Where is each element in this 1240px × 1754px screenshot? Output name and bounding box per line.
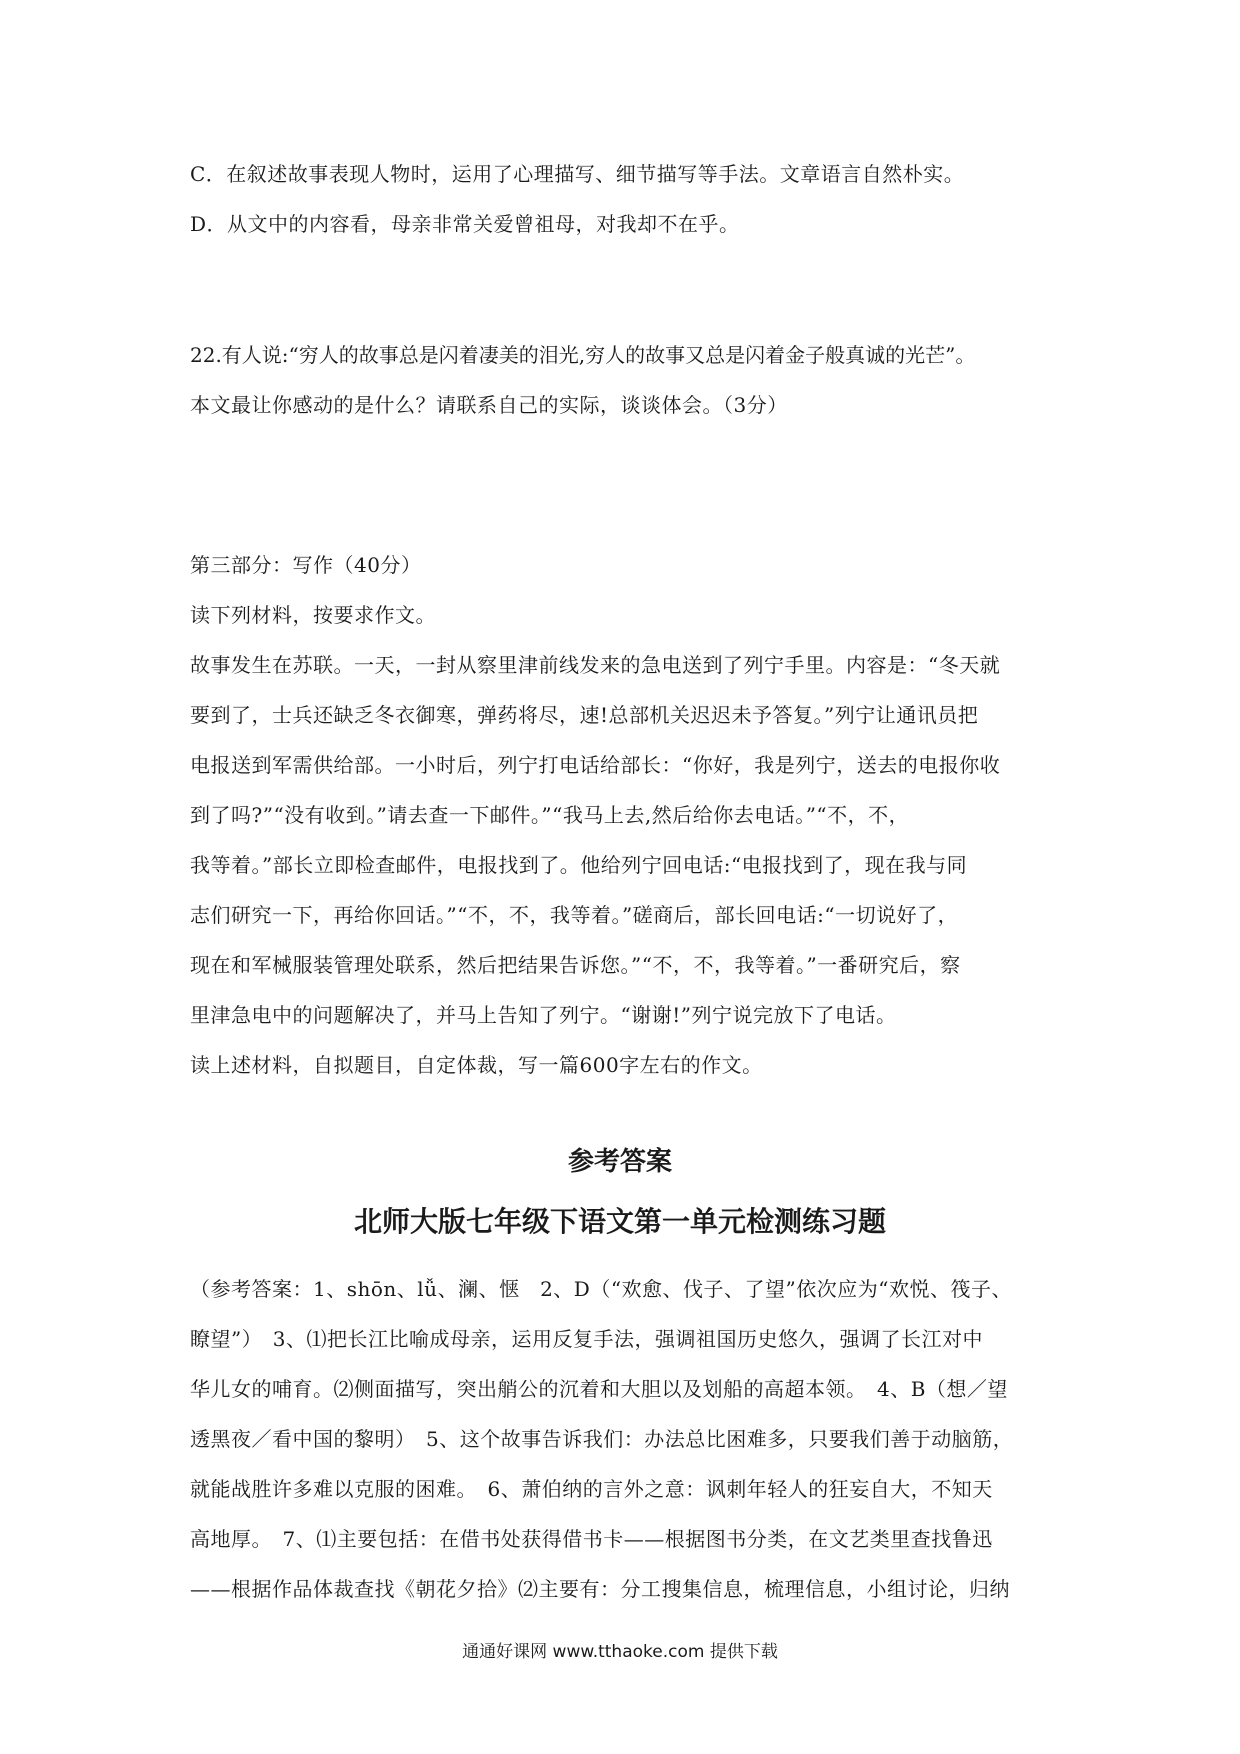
- answer-line: ——根据作品体裁查找《朝花夕拾》⑵主要有：分工搜集信息，梳理信息，小组讨论，归纳: [190, 1577, 1010, 1601]
- answer-line: 透黑夜／看中国的黎明） 5、这个故事告诉我们：办法总比困难多，只要我们善于动脑筋，: [190, 1427, 1014, 1451]
- material-line: 电报送到军需供给部。一小时后，列宁打电话给部长：“你好，我是列宁，送去的电报你收: [190, 753, 1001, 777]
- material-line: 志们研究一下，再给你回话。”“不，不，我等着。”磋商后，部长回电话:“一切说好了，: [190, 903, 959, 927]
- writing-instruction: 读下列材料，按要求作文。: [190, 603, 436, 627]
- answer-line: 瞭望”） 3、⑴把长江比喻成母亲，运用反复手法，强调祖国历史悠久，强调了长江对中: [190, 1327, 983, 1351]
- material-line: 到了吗?”“没有收到。”请去查一下邮件。”“我马上去,然后给你去电话。”“不，不，: [190, 803, 910, 827]
- material-line: 我等着。”部长立即检查邮件，电报找到了。他给列宁回电话:“电报找到了，现在我与同: [190, 853, 968, 877]
- answer-line: 华儿女的哺育。⑵侧面描写，突出艄公的沉着和大胆以及划船的高超本领。 4、B（想／望: [190, 1377, 1008, 1401]
- material-line: 现在和军械服装管理处联系，然后把结果告诉您。”“不，不，我等着。”一番研究后，察: [190, 953, 961, 977]
- answer-line: 高地厚。 7、⑴主要包括：在借书处获得借书卡——根据图书分类，在文艺类里查找鲁迅: [190, 1527, 993, 1551]
- answer-line: 就能战胜许多难以克服的困难。 6、萧伯纳的言外之意：讽刺年轻人的狂妄自大，不知天: [190, 1477, 993, 1501]
- answers-heading: 参考答案: [567, 1147, 672, 1177]
- material-line: 里津急电中的问题解决了，并马上告知了列宁。“谢谢!”列宁说完放下了电话。: [190, 1003, 897, 1027]
- question-22-line-2: 本文最让你感动的是什么？请联系自己的实际，谈谈体会。（3分）: [190, 393, 788, 417]
- option-c-text: C．在叙述故事表现人物时，运用了心理描写、细节描写等手法。文章语言自然朴实。: [190, 162, 965, 186]
- question-22-line-1: 22.有人说:“穷人的故事总是闪着凄美的泪光,穷人的故事又总是闪着金子般真诚的光芒”。: [190, 343, 976, 367]
- writing-section-title: 第三部分：写作（40分）: [190, 553, 422, 577]
- material-line: 要到了，士兵还缺乏冬衣御寒，弹药将尽，速!总部机关迟迟未予答复。”列宁让通讯员把: [190, 703, 979, 727]
- material-line: 故事发生在苏联。一天，一封从察里津前线发来的急电送到了列宁手里。内容是：“冬天就: [190, 653, 1001, 677]
- answers-subheading: 北师大版七年级下语文第一单元检测练习题: [353, 1205, 886, 1238]
- page-footer: 通通好课网 www.tthaoke.com 提供下载: [462, 1642, 778, 1662]
- answer-line: （参考答案：1、shōn、lǚ、澜、惬 2、D（“欢愈、伐子、了望”依次应为“欢悦、筏子、: [190, 1277, 1013, 1301]
- option-d-text: D．从文中的内容看，母亲非常关爱曾祖母，对我却不在乎。: [190, 212, 740, 236]
- writing-task: 读上述材料，自拟题目，自定体裁，写一篇600字左右的作文。: [190, 1053, 763, 1077]
